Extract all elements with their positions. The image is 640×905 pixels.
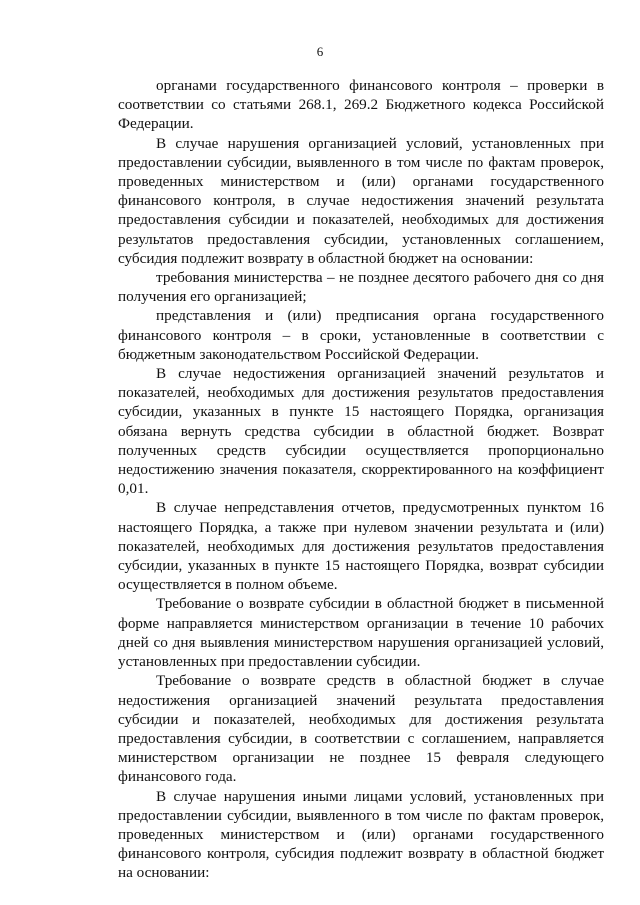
paragraph: требования министерства – не позднее десятого рабочего дня со дня получения его организацией;	[118, 269, 604, 306]
page-number: 6	[316, 44, 324, 59]
document-body	[118, 76, 604, 883]
paragraph: Требование о возврате субсидии в областной бюджет в письменной форме направляется министерством организации в течение 10 рабочих дней со дня выявления министерством нарушения организацией условий, установленных при предоставлении субсидии.	[118, 595, 604, 671]
paragraph: органами государственного финансового контроля – проверки в соответствии со статьями 268.1, 269.2 Бюджетного кодекса Российской Федерации.	[118, 77, 604, 133]
paragraph: Требование о возврате средств в областной бюджет в случае недостижения организацией значений результата предоставления субсидии и показателей, необходимых для достижения результата предоставления субсидии, в соответствии с соглашением, направляется министерством организации не позднее 15 февраля следующего финансового года.	[118, 672, 604, 786]
paragraph: В случае непредставления отчетов, предусмотренных пунктом 16 настоящего Порядка, а также при нулевом значении результата и (или) показателей, необходимых для достижения результатов предоставления субсидии, указанных в пункте 15 настоящего Порядка, возврат субсидии осуществляется в полном объеме.	[118, 499, 604, 594]
paragraph: В случае недостижения организацией значений результатов и показателей, необходимых для достижения результатов предоставления субсидии, указанных в пункте 15 настоящего Порядка, организация обязана вернуть средства субсидии в областной бюджет. Возврат полученных средств субсидии осуществляется пропорционально недостижению значения показателя, скорректированного на коэффициент 0,01.	[118, 365, 604, 498]
paragraph: В случае нарушения организацией условий, установленных при предоставлении субсидии, выявленного в том числе по фактам проверок, проведенных министерством и (или) органами государственного финансового контроля, в случае недостижения значений результата предоставления субсидии и показателей, необходимых для достижения результатов предоставления субсидии, установленных соглашением, субсидия подлежит возврату в областной бюджет на основании:	[118, 134, 604, 267]
paragraph: В случае нарушения иными лицами условий, установленных при предоставлении субсидии, выявленного в том числе по фактам проверок, проведенных министерством и (или) органами государственного финансового контроля, субсидия подлежит возврату в областной бюджет на основании:	[118, 787, 604, 882]
paragraph: представления и (или) предписания органа государственного финансового контроля – в сроки, установленные в соответствии с бюджетным законодательством Российской Федерации.	[118, 307, 604, 363]
